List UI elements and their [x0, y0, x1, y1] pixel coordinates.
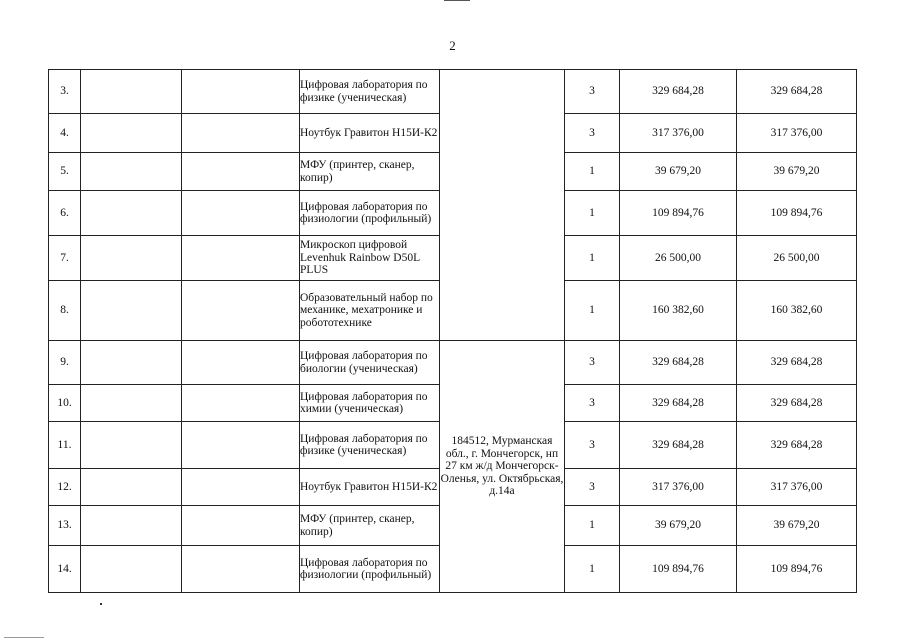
scan-speck	[100, 603, 102, 605]
quantity: 3	[565, 385, 620, 422]
total-sum: 329 684,28	[737, 341, 857, 385]
item-name: Цифровая лаборатория по физиологии (профильный)	[300, 191, 440, 236]
address-cell-group-2: 184512, Мурманская обл., г. Мончегорск, нп 27 км ж/д Мончегорск-Оленья, ул. Октябрьская, д.14а	[440, 341, 565, 593]
empty-cell	[81, 236, 182, 281]
item-name: Ноутбук Гравитон Н15И-К2	[300, 469, 440, 506]
empty-cell	[81, 114, 182, 153]
empty-cell	[182, 506, 300, 546]
row-number: 12.	[49, 469, 81, 506]
row-number: 10.	[49, 385, 81, 422]
item-name: Цифровая лаборатория по физике (ученическая)	[300, 70, 440, 114]
empty-cell	[182, 236, 300, 281]
total-sum: 317 376,00	[737, 469, 857, 506]
row-number: 7.	[49, 236, 81, 281]
item-name: МФУ (принтер, сканер, копир)	[300, 506, 440, 546]
quantity: 1	[565, 191, 620, 236]
empty-cell	[182, 422, 300, 469]
quantity: 1	[565, 546, 620, 593]
quantity: 3	[565, 114, 620, 153]
unit-price: 160 382,60	[620, 281, 737, 341]
total-sum: 329 684,28	[737, 70, 857, 114]
unit-price: 317 376,00	[620, 469, 737, 506]
total-sum: 329 684,28	[737, 422, 857, 469]
unit-price: 39 679,20	[620, 153, 737, 191]
empty-cell	[81, 385, 182, 422]
row-number: 3.	[49, 70, 81, 114]
item-name: Цифровая лаборатория по физике (ученическая)	[300, 422, 440, 469]
item-name: Микроскоп цифровой Levenhuk Rainbow D50L PLUS	[300, 236, 440, 281]
item-name: Цифровая лаборатория по физиологии (профильный)	[300, 546, 440, 593]
total-sum: 160 382,60	[737, 281, 857, 341]
empty-cell	[182, 341, 300, 385]
total-sum: 26 500,00	[737, 236, 857, 281]
empty-cell	[182, 114, 300, 153]
total-sum: 329 684,28	[737, 385, 857, 422]
item-name: Ноутбук Гравитон Н15И-К2	[300, 114, 440, 153]
row-number: 11.	[49, 422, 81, 469]
unit-price: 109 894,76	[620, 191, 737, 236]
total-sum: 109 894,76	[737, 191, 857, 236]
empty-cell	[182, 385, 300, 422]
item-name: Цифровая лаборатория по химии (ученическая)	[300, 385, 440, 422]
empty-cell	[182, 469, 300, 506]
empty-cell	[81, 341, 182, 385]
empty-cell	[81, 469, 182, 506]
empty-cell	[81, 70, 182, 114]
row-number: 4.	[49, 114, 81, 153]
quantity: 3	[565, 469, 620, 506]
quantity: 1	[565, 153, 620, 191]
quantity: 3	[565, 70, 620, 114]
unit-price: 26 500,00	[620, 236, 737, 281]
quantity: 3	[565, 422, 620, 469]
unit-price: 329 684,28	[620, 70, 737, 114]
empty-cell	[182, 153, 300, 191]
item-name: Образовательный набор по механике, мехатронике и робототехнике	[300, 281, 440, 341]
empty-cell	[81, 422, 182, 469]
total-sum: 39 679,20	[737, 153, 857, 191]
row-number: 13.	[49, 506, 81, 546]
row-number: 8.	[49, 281, 81, 341]
page-number: 2	[449, 38, 456, 53]
unit-price: 39 679,20	[620, 506, 737, 546]
empty-cell	[81, 506, 182, 546]
quantity: 3	[565, 341, 620, 385]
empty-cell	[182, 191, 300, 236]
unit-price: 317 376,00	[620, 114, 737, 153]
item-name: Цифровая лаборатория по биологии (ученическая)	[300, 341, 440, 385]
table-row	[49, 341, 857, 385]
address-cell-group-1	[440, 70, 565, 341]
unit-price: 329 684,28	[620, 422, 737, 469]
empty-cell	[81, 281, 182, 341]
row-number: 14.	[49, 546, 81, 593]
scan-mark-top	[444, 0, 470, 1]
row-number: 5.	[49, 153, 81, 191]
quantity: 1	[565, 236, 620, 281]
total-sum: 109 894,76	[737, 546, 857, 593]
quantity: 1	[565, 281, 620, 341]
empty-cell	[182, 70, 300, 114]
item-name: МФУ (принтер, сканер, копир)	[300, 153, 440, 191]
scan-mark-bottom	[4, 637, 44, 638]
empty-cell	[182, 281, 300, 341]
empty-cell	[182, 546, 300, 593]
unit-price: 329 684,28	[620, 341, 737, 385]
empty-cell	[81, 546, 182, 593]
unit-price: 109 894,76	[620, 546, 737, 593]
equipment-table	[48, 69, 857, 593]
total-sum: 317 376,00	[737, 114, 857, 153]
total-sum: 39 679,20	[737, 506, 857, 546]
empty-cell	[81, 153, 182, 191]
row-number: 6.	[49, 191, 81, 236]
empty-cell	[81, 191, 182, 236]
table-row	[49, 70, 857, 114]
unit-price: 329 684,28	[620, 385, 737, 422]
row-number: 9.	[49, 341, 81, 385]
quantity: 1	[565, 506, 620, 546]
